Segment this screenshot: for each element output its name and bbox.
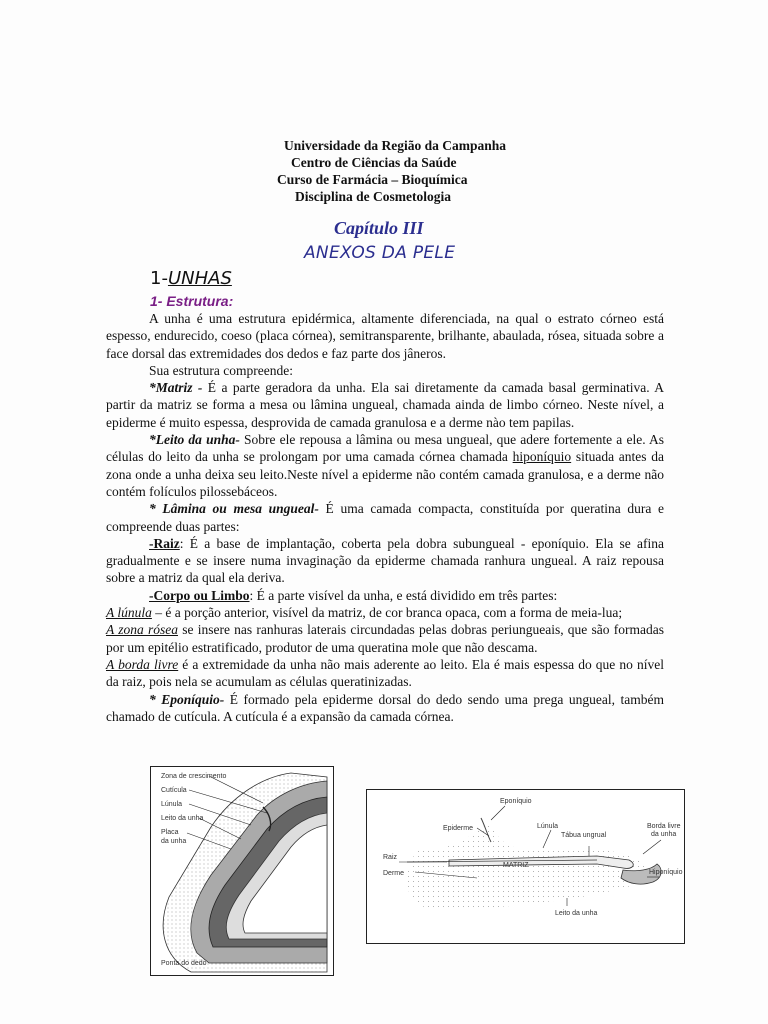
corpo-text: : É a parte visível da unha, e está dividido em três partes:: [249, 587, 558, 603]
term-borda-livre: A borda livre: [106, 656, 179, 672]
paragraph-matriz: [106, 379, 664, 431]
fig2-label-free-edge: Borda livre: [647, 823, 681, 830]
raiz-text: : É a base de implantação, coberta pela dobra subungueal - eponíquio. Ela se afina gradualmente e se insere numa invaginação da epiderme chamada ranhura ungueal. A raiz repousa sobre a matriz da qual ela deriva.: [106, 535, 664, 586]
nail-longitudinal-figure: [366, 789, 685, 944]
header-center: Centro de Ciências da Saúde: [291, 155, 457, 170]
nail-section-figure: [150, 766, 334, 976]
fig2-label-nail-bed: Leito da unha: [555, 910, 598, 917]
leito-text-b: situada antes da zona onde a unha deixa seu leito.Neste nível a epiderme não contém camada granulosa, e a derme não contém folículos pilossebáceos.: [106, 449, 664, 499]
matriz-text: É a parte geradora da unha. Ela sai diretamente da camada basal germinativa. A partir da matriz se forma a mesa ou lâmina ungueal, chamada ainda de limbo córneo. Neste nível, a epiderme é muito espessa, desprovida de camada granulosa e a derme nào tem papilas.: [106, 380, 664, 430]
term-lamina: * Lâmina ou mesa ungueal-: [149, 501, 319, 517]
fig1-label-lunula: Lúnula: [161, 801, 183, 808]
term-eponiquio: * Eponíquio-: [149, 691, 225, 707]
eponiquio-text: É formado pela epiderme dorsal do dedo sendo uma prega ungueal, também chamado de cutícula. A cutícula é a expansão da camada córnea.: [106, 691, 664, 724]
lamina-text: É uma camada compacta, constituída por queratina dura e compreende duas partes:: [106, 501, 664, 534]
header-discipline: Disciplina de Cosmetologia: [295, 189, 452, 204]
section-number: 1-: [150, 268, 168, 289]
term-matriz: *Matriz -: [149, 380, 203, 396]
section-name: UNHAS: [167, 268, 232, 289]
nail-longitudinal-illustration: [367, 790, 686, 945]
term-lunula: A lúnula: [106, 605, 152, 621]
fig1-label-fingertip: Ponta do dedo: [161, 960, 207, 967]
fig2-label-matrix: MATRIZ: [503, 862, 529, 869]
term-zona-rosea: A zona rósea: [106, 622, 178, 638]
fig2-label-eponychium: Eponíquio: [500, 798, 532, 805]
fig2-label-root: Raiz: [383, 854, 398, 861]
chapter-subtitle: ANEXOS DA PELE: [304, 243, 456, 263]
paragraph-zona-rosea: [106, 621, 664, 656]
paragraph-structure: Sua estrutura compreende:: [149, 362, 293, 378]
borda-livre-text: é a extremidade da unha não mais aderente ao leito. Ela é mais espessa do que no nível da raiz, pois nela se acumulam as células queratinizadas.: [106, 656, 664, 690]
section-title: [150, 268, 232, 289]
paragraph-lunula: [106, 604, 664, 621]
fig2-label-lunula: Lúnula: [537, 823, 559, 830]
term-raiz: -Raiz: [149, 535, 180, 551]
body-text: [106, 310, 664, 725]
fig2-label-free-edge-2: da unha: [651, 831, 677, 838]
zona-rosea-text: se insere nas ranhuras laterais circundadas pelas dobras periungueais, que são formadas por um epitélio estratificado, produtor de uma queratina mole que não descama.: [106, 622, 664, 655]
fig1-label-growth-zone: Zona de crescimento: [161, 773, 227, 780]
chapter-title: Capítulo III: [334, 218, 424, 238]
fig2-label-hyponychium: Hiponíquio: [649, 869, 683, 876]
paragraph-borda-livre: [106, 656, 664, 691]
paragraph-corpo: [106, 587, 664, 604]
fig1-label-cuticle: Cutícula: [161, 787, 187, 794]
fig2-label-epidermis: Epiderme: [443, 825, 473, 832]
term-corpo: -Corpo ou Limbo: [149, 587, 250, 603]
fig1-label-nail-bed: Leito da unha: [161, 815, 204, 822]
paragraph-lamina: [106, 500, 664, 535]
fig1-label-nail-plate: Placa: [161, 829, 179, 836]
fig1-label-nail-plate-2: da unha: [161, 838, 187, 845]
nail-section-illustration: [151, 767, 335, 977]
fig2-label-dermis: Derme: [383, 870, 405, 877]
paragraph-eponiquio: [106, 691, 664, 726]
header-university: Universidade da Região da Campanha: [284, 138, 507, 153]
subsection-title: 1- Estrutura:: [150, 293, 234, 309]
lunula-text: – é a porção anterior, visível da matriz, de cor branca opaca, com a forma de meia-lua;: [151, 605, 623, 621]
fig2-label-nail-plate: Tábua ungrual: [561, 832, 607, 839]
paragraph-raiz: [106, 535, 664, 587]
paragraph-intro: A unha é uma estrutura epidérmica, altamente diferenciada, na qual o estrato córneo está espesso, endurecido, coeso (placa córnea), semitransparente, brilhante, abaulada, rósea, situada sobre a face dorsal das extremidades dos dedos e faz parte dos jâneros.: [106, 311, 664, 361]
paragraph-leito: [106, 431, 664, 500]
header-course: Curso de Farmácia – Bioquímica: [277, 172, 468, 187]
term-hiponiquio: hiponíquio: [512, 449, 572, 465]
term-leito: *Leito da unha-: [149, 432, 240, 448]
leito-text-a: Sobre ele repousa a lâmina ou mesa ungueal, que adere fortemente a ele. As células do leito da unha se prolongam por uma camada córnea chamada: [106, 432, 664, 465]
